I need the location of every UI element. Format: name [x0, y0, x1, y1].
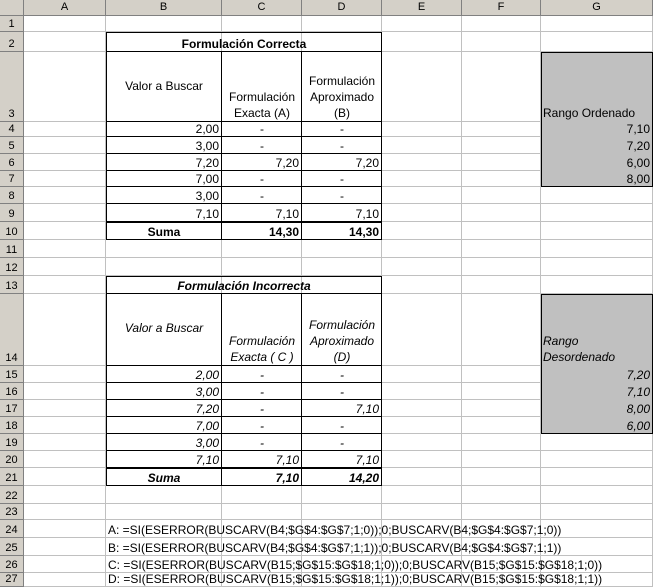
cell-b20[interactable]: 7,10 — [195, 453, 219, 467]
gridline-horizontal — [24, 503, 653, 504]
cell-b17[interactable]: 7,20 — [195, 402, 219, 416]
row-header-5[interactable]: 5 — [0, 137, 24, 154]
cell-c9[interactable]: 7,10 — [275, 207, 299, 221]
cell-d15[interactable]: - — [340, 368, 344, 382]
column-header-B[interactable]: B — [106, 0, 222, 16]
cell-d19[interactable]: - — [340, 436, 344, 450]
cell-b5[interactable]: 3,00 — [195, 139, 219, 153]
cell-c20[interactable]: 7,10 — [275, 453, 299, 467]
cell-b19[interactable]: 3,00 — [195, 436, 219, 450]
sum-exact-correct[interactable]: 14,30 — [268, 225, 299, 239]
cell-b18[interactable]: 7,00 — [195, 419, 219, 433]
table-title-incorrect[interactable]: Formulación Incorrecta — [177, 279, 311, 293]
header-formulacion-exacta-c[interactable]: Formulación Exacta ( C ) — [228, 334, 296, 364]
select-all-corner[interactable] — [0, 0, 24, 16]
cell-d17[interactable]: 7,10 — [355, 402, 379, 416]
formula-text-b[interactable]: B: =SI(ESERROR(BUSCARV(B4;$G$4:$G$7;1;1));0;BUSCARV(B4;$G$4:$G$7;1;1)) — [108, 541, 562, 555]
row-header-25[interactable]: 25 — [0, 538, 24, 556]
row-header-1[interactable]: 1 — [0, 16, 24, 32]
row-header-23[interactable]: 23 — [0, 504, 24, 520]
cell-b16[interactable]: 3,00 — [195, 385, 219, 399]
row-header-10[interactable]: 10 — [0, 222, 24, 240]
cell-g6[interactable]: 6,00 — [626, 156, 650, 170]
range-label-sorted[interactable]: Rango Ordenado — [543, 106, 636, 120]
cell-g16[interactable]: 7,10 — [626, 385, 650, 399]
column-header-A[interactable]: A — [24, 0, 106, 16]
row-header-12[interactable]: 12 — [0, 258, 24, 276]
cell-d8[interactable]: - — [340, 189, 344, 203]
cell-c4[interactable]: - — [260, 122, 264, 136]
row-header-17[interactable]: 17 — [0, 400, 24, 417]
cell-d20[interactable]: 7,10 — [355, 453, 379, 467]
cell-d7[interactable]: - — [340, 172, 344, 186]
table-title-correct[interactable]: Formulación Correcta — [181, 37, 307, 51]
sum-label-correct[interactable]: Suma — [147, 225, 181, 239]
cell-d18[interactable]: - — [340, 419, 344, 433]
cell-g5[interactable]: 7,20 — [626, 139, 650, 153]
cell-g15[interactable]: 7,20 — [626, 368, 650, 382]
row-header-18[interactable]: 18 — [0, 417, 24, 434]
sum-exact-incorrect[interactable]: 7,10 — [275, 471, 299, 485]
column-header-E[interactable]: E — [382, 0, 462, 16]
header-valor-buscar[interactable]: Valor a Buscar — [125, 79, 203, 93]
cell-c8[interactable]: - — [260, 189, 264, 203]
formula-text-c[interactable]: C: =SI(ESERROR(BUSCARV(B15;$G$15:$G$18;1;0));0;BUSCARV(B15;$G$15:$G$18;1;0)) — [108, 558, 603, 572]
row-header-22[interactable]: 22 — [0, 486, 24, 504]
cell-b15[interactable]: 2,00 — [195, 368, 219, 382]
row-header-2[interactable]: 2 — [0, 32, 24, 52]
row-header-20[interactable]: 20 — [0, 451, 24, 468]
row-header-14[interactable]: 14 — [0, 294, 24, 366]
row-header-21[interactable]: 21 — [0, 468, 24, 486]
sum-label-incorrect[interactable]: Suma — [147, 471, 181, 485]
cell-b4[interactable]: 2,00 — [195, 122, 219, 136]
cell-c19[interactable]: - — [260, 436, 264, 450]
cell-c5[interactable]: - — [260, 139, 264, 153]
row-header-13[interactable]: 13 — [0, 276, 24, 294]
cell-g18[interactable]: 6,00 — [626, 419, 650, 433]
row-header-27[interactable]: 27 — [0, 573, 24, 587]
cell-g17[interactable]: 8,00 — [626, 402, 650, 416]
row-header-9[interactable]: 9 — [0, 204, 24, 222]
row-header-15[interactable]: 15 — [0, 366, 24, 383]
cell-b6[interactable]: 7,20 — [195, 156, 219, 170]
row-header-7[interactable]: 7 — [0, 171, 24, 187]
cell-d9[interactable]: 7,10 — [355, 207, 379, 221]
column-header-G[interactable]: G — [541, 0, 653, 16]
sum-approx-incorrect[interactable]: 14,20 — [348, 471, 379, 485]
formula-text-d[interactable]: D: =SI(ESERROR(BUSCARV(B15;$G$15:$G$18;1;1));0;BUSCARV(B15;$G$15:$G$18;1;1)) — [108, 572, 603, 586]
column-header-D[interactable]: D — [302, 0, 382, 16]
column-header-C[interactable]: C — [222, 0, 302, 16]
range-label-unsorted[interactable]: Rango Desordenado — [543, 334, 616, 364]
cell-d5[interactable]: - — [340, 139, 344, 153]
cell-d6[interactable]: 7,20 — [355, 156, 379, 170]
formula-text-a[interactable]: A: =SI(ESERROR(BUSCARV(B4;$G$4:$G$7;1;0));0;BUSCARV(B4;$G$4:$G$7;1;0)) — [108, 523, 562, 537]
gridline-horizontal — [24, 257, 653, 258]
gridline-vertical — [461, 16, 462, 587]
column-header-F[interactable]: F — [462, 0, 541, 16]
cell-b8[interactable]: 3,00 — [195, 189, 219, 203]
row-header-19[interactable]: 19 — [0, 434, 24, 451]
cell-c7[interactable]: - — [260, 172, 264, 186]
row-header-6[interactable]: 6 — [0, 154, 24, 171]
header-formulacion-aproximado-d[interactable]: Formulación Aproximado (D) — [308, 318, 376, 364]
row-header-16[interactable]: 16 — [0, 383, 24, 400]
cell-b7[interactable]: 7,00 — [195, 172, 219, 186]
row-header-3[interactable]: 3 — [0, 52, 24, 122]
cell-d4[interactable]: - — [340, 122, 344, 136]
header-formulacion-exacta-a[interactable]: Formulación Exacta (A) — [228, 90, 296, 120]
cell-c6[interactable]: 7,20 — [275, 156, 299, 170]
cell-c16[interactable]: - — [260, 385, 264, 399]
header-formulacion-aproximado-b[interactable]: Formulación Aproximado (B) — [308, 74, 376, 120]
cell-c15[interactable]: - — [260, 368, 264, 382]
cell-c18[interactable]: - — [260, 419, 264, 433]
row-header-11[interactable]: 11 — [0, 240, 24, 258]
cell-c17[interactable]: - — [260, 402, 264, 416]
cell-g4[interactable]: 7,10 — [626, 122, 650, 136]
row-header-26[interactable]: 26 — [0, 556, 24, 573]
cell-b9[interactable]: 7,10 — [195, 207, 219, 221]
header-valor-buscar-2[interactable]: Valor a Buscar — [124, 321, 204, 335]
row-header-8[interactable]: 8 — [0, 187, 24, 204]
cell-d16[interactable]: - — [340, 385, 344, 399]
row-header-4[interactable]: 4 — [0, 122, 24, 137]
row-header-24[interactable]: 24 — [0, 520, 24, 538]
cell-g7[interactable]: 8,00 — [626, 172, 650, 186]
sum-approx-correct[interactable]: 14,30 — [348, 225, 379, 239]
